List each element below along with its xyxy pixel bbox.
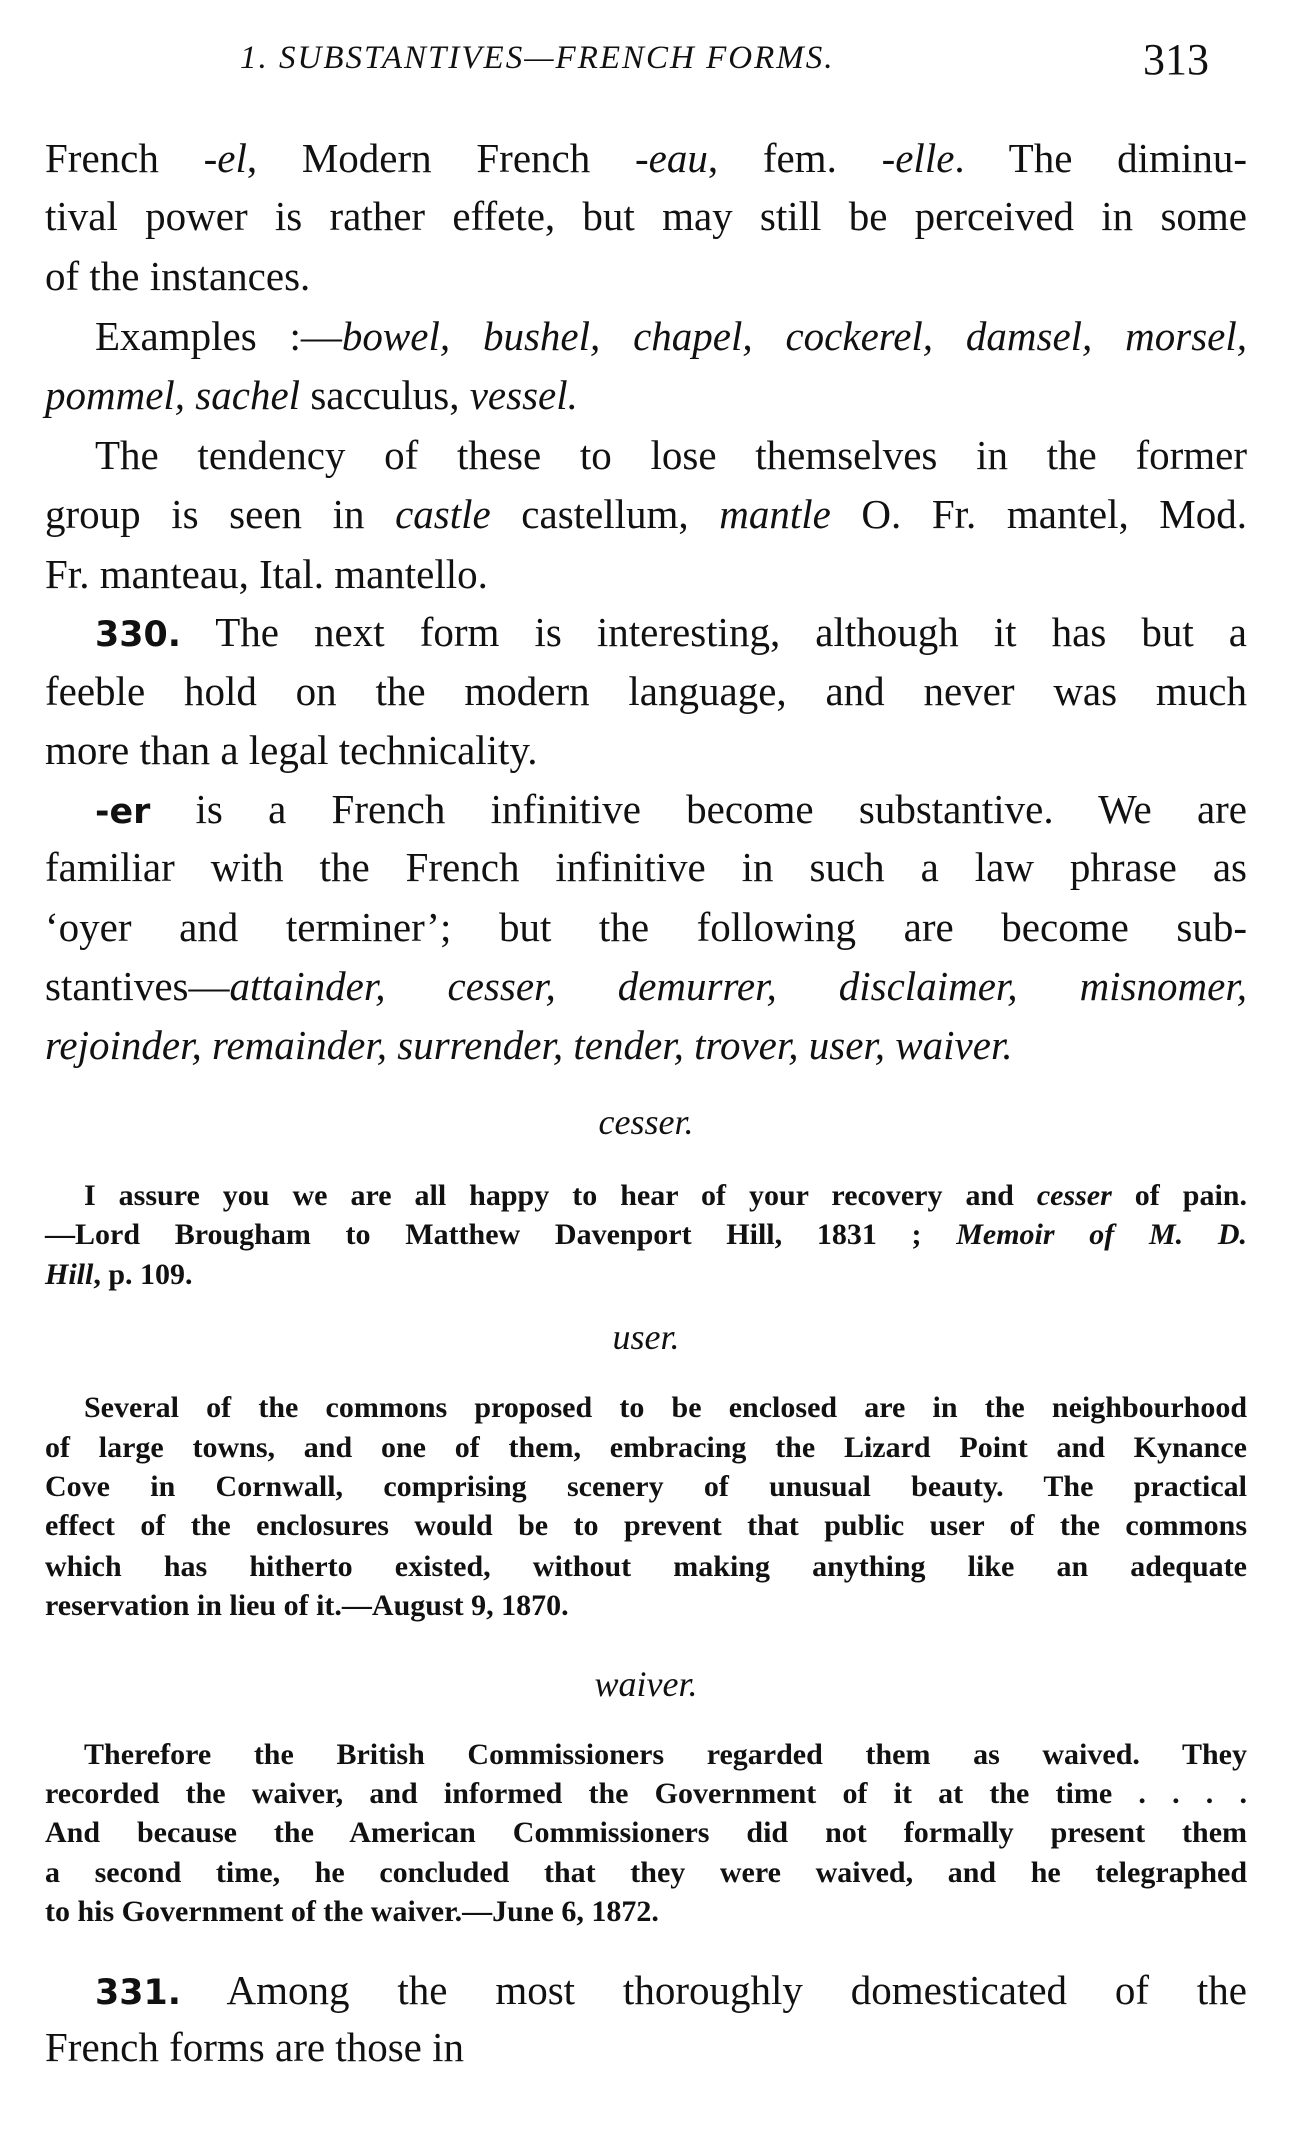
text-line <box>95 311 1247 361</box>
text-segment: I assure you we are all happy to hear of your recovery and <box>84 1179 1037 1212</box>
text-line <box>45 191 1247 241</box>
italic-text: Hill <box>45 1258 94 1291</box>
quote-line <box>84 1737 1247 1773</box>
text-segment: O. Fr. mantel, Mod. <box>830 491 1247 537</box>
text-line <box>45 2022 1247 2072</box>
text-segment: more than a legal technicality. <box>45 727 538 773</box>
section-331-line <box>95 1965 1247 2015</box>
example-heading-cesser <box>45 1100 1247 1144</box>
text-segment: to his Government of the waiver.—June 6, 1872. <box>45 1895 659 1928</box>
text-segment: , fem. <box>707 135 882 181</box>
text-segment: Several of the commons proposed to be enclosed are in the neighbourhood <box>84 1391 1247 1424</box>
italic-text: -el <box>203 135 247 181</box>
text-segment: reservation in lieu of it.—August 9, 1870. <box>45 1589 569 1622</box>
text-segment: , p. 109. <box>93 1258 193 1291</box>
italic-text: -eau <box>634 135 708 181</box>
italic-text: pommel, sachel <box>45 372 301 418</box>
text-segment: recorded the waiver, and informed the Government of it at the time . . . . <box>45 1777 1247 1810</box>
quote-line <box>45 1776 1247 1812</box>
text-segment: sacculus, <box>300 372 470 418</box>
text-segment: a second time, he concluded that they were waived, and he telegraphed <box>45 1856 1247 1889</box>
text-segment: Cove in Cornwall, comprising scenery of unusual beauty. The practical <box>45 1470 1247 1503</box>
italic-text: attainder, cesser, demurrer, disclaimer, misnomer, <box>229 963 1247 1009</box>
quote-line <box>45 1430 1247 1466</box>
text-line <box>45 961 1247 1011</box>
text-line <box>45 549 1247 599</box>
italic-text: vessel. <box>469 372 578 418</box>
running-header: 1. SUBSTANTIVES—FRENCH FORMS. <box>240 40 835 76</box>
text-line <box>45 133 1247 183</box>
text-line <box>45 1020 1247 1070</box>
text-segment: which has hitherto existed, without making anything like an adequate <box>45 1550 1247 1583</box>
text-segment: . The diminu- <box>954 135 1247 181</box>
text-segment: castellum, <box>490 491 720 537</box>
quote-line <box>45 1588 1247 1624</box>
bold-text: 331. <box>95 1973 181 2013</box>
italic-text: -elle <box>881 135 955 181</box>
text-line <box>45 725 1247 775</box>
italic-text: bowel, bushel, chapel, cockerel, damsel, morsel, <box>341 313 1247 359</box>
text-segment: And because the American Commissioners did not formally present them <box>45 1816 1247 1849</box>
italic-text: rejoinder, remainder, surrender, tender, trover, user, waiver. <box>45 1022 1013 1068</box>
text-segment: feeble hold on the modern language, and never was much <box>45 668 1247 714</box>
text-segment: of pain. <box>1111 1179 1247 1212</box>
text-segment: Examples :— <box>95 313 342 359</box>
text-segment: user. <box>612 1317 680 1357</box>
bold-text: 330. <box>95 615 181 655</box>
text-line <box>95 430 1247 480</box>
quote-line <box>45 1217 1247 1253</box>
text-segment: ‘oyer and terminer’; but the following are become sub- <box>45 904 1247 950</box>
text-segment: waiver. <box>594 1664 698 1704</box>
text-segment: Therefore the British Commissioners regarded them as waived. They <box>84 1738 1247 1771</box>
quote-line <box>84 1178 1247 1214</box>
text-segment: French forms are those in <box>45 2024 464 2070</box>
text-segment: , Modern French <box>246 135 635 181</box>
example-heading-waiver <box>45 1662 1247 1706</box>
quote-line <box>45 1815 1247 1851</box>
text-line <box>45 842 1247 892</box>
text-segment: cesser. <box>598 1102 694 1142</box>
text-segment: of large towns, and one of them, embracing the Lizard Point and Kynance <box>45 1431 1247 1464</box>
italic-text: Memoir of M. D. <box>956 1218 1247 1251</box>
italic-text: mantle <box>719 491 831 537</box>
text-segment: familiar with the French infinitive in such a law phrase as <box>45 844 1247 890</box>
quote-line <box>45 1469 1247 1505</box>
quote-line <box>45 1549 1247 1585</box>
quote-line <box>84 1390 1247 1426</box>
text-segment: Among the most thoroughly domesticated of the <box>180 1967 1247 2013</box>
text-segment: group is seen in <box>45 491 396 537</box>
text-line <box>95 784 1247 834</box>
italic-text: cesser <box>1036 1179 1112 1212</box>
text-segment: —Lord Brougham to Matthew Davenport Hill, 1831 ; <box>45 1218 957 1251</box>
text-line <box>45 370 1247 420</box>
example-heading-user <box>45 1315 1247 1359</box>
text-segment: Fr. manteau, Ital. mantello. <box>45 551 488 597</box>
bold-text: -er <box>95 792 151 832</box>
text-line <box>45 251 1247 301</box>
quote-line <box>45 1508 1247 1544</box>
text-segment: tival power is rather effete, but may still be perceived in some <box>45 193 1247 239</box>
text-line <box>45 489 1247 539</box>
text-segment: French <box>45 135 204 181</box>
text-segment: The next form is interesting, although it has but a <box>180 609 1247 655</box>
text-segment: of the instances. <box>45 253 311 299</box>
text-line <box>45 902 1247 952</box>
text-segment: The tendency of these to lose themselves in the former <box>95 432 1247 478</box>
text-segment: stantives— <box>45 963 230 1009</box>
quote-line <box>45 1257 1247 1293</box>
italic-text: castle <box>395 491 491 537</box>
text-line <box>45 666 1247 716</box>
text-segment: is a French infinitive become substantive. We are <box>150 786 1247 832</box>
quote-line <box>45 1894 1247 1930</box>
page-number: 313 <box>1143 35 1209 84</box>
section-330-line <box>95 607 1247 657</box>
quote-line <box>45 1855 1247 1891</box>
text-segment: effect of the enclosures would be to prevent that public user of the commons <box>45 1509 1247 1542</box>
